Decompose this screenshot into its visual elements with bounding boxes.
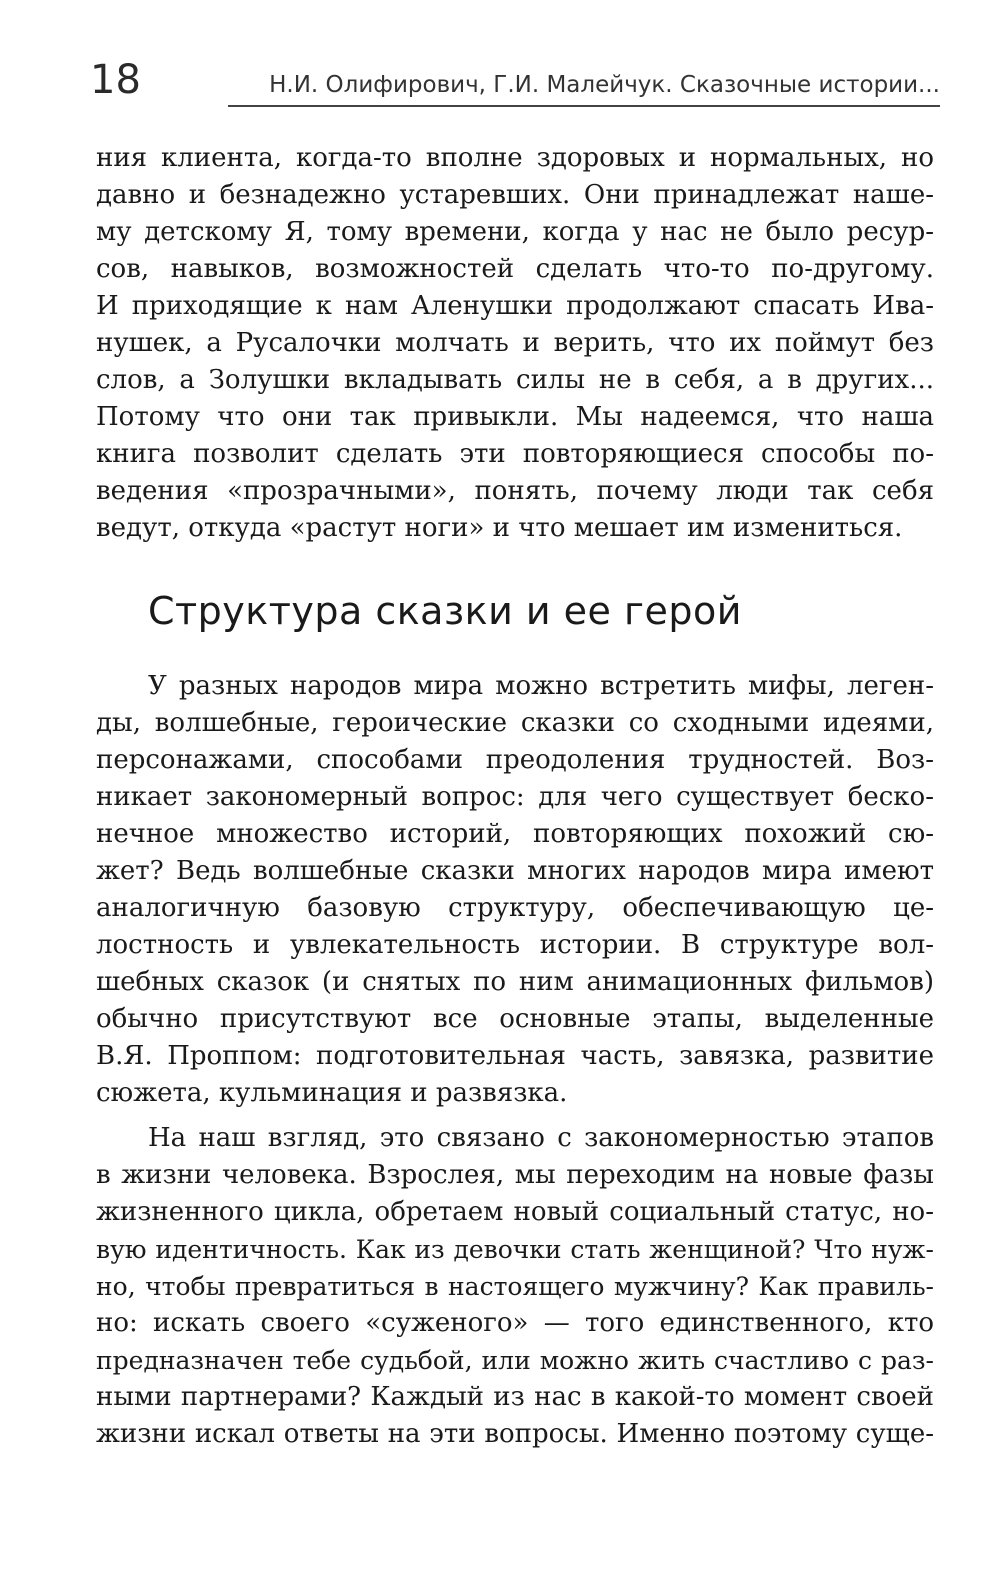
- section-heading: Структура сказки и ее герой: [148, 589, 742, 633]
- text-line: шебных сказок (и снятых по ним анимационных фильмов): [96, 967, 934, 997]
- text-line: На наш взгляд, это связано с закономерностью этапов: [148, 1123, 934, 1153]
- text-line: нушек, а Русалочки молчать и верить, что их поймут без: [96, 328, 934, 358]
- text-line: У разных народов мира можно встретить мифы, леген-: [148, 671, 934, 701]
- running-title: Н.И. Олифирович, Г.И. Малейчук. Сказочные истории...: [269, 72, 940, 98]
- text-line: В.Я. Проппом: подготовительная часть, завязка, развитие: [96, 1041, 934, 1071]
- text-line: слов, а Золушки вкладывать силы не в себя, а в других...: [96, 365, 934, 395]
- text-line: давно и безнадежно устаревших. Они принадлежат наше-: [96, 180, 934, 210]
- text-line: аналогичную базовую структуру, обеспечивающую це-: [96, 893, 934, 923]
- text-line: но: искать своего «суженого» — того единственного, кто: [96, 1308, 934, 1338]
- text-line: ния клиента, когда-то вполне здоровых и нормальных, но: [96, 143, 934, 173]
- text-line: в жизни человека. Взрослея, мы переходим на новые фазы: [96, 1160, 934, 1190]
- text-line: сов, навыков, возможностей сделать что-то по-другому.: [96, 254, 934, 284]
- text-line: ведут, откуда «растут ноги» и что мешает им измениться.: [96, 513, 903, 543]
- text-line: жизненного цикла, обретаем новый социальный статус, но-: [96, 1197, 934, 1227]
- text-line: И приходящие к нам Аленушки продолжают спасать Ива-: [96, 291, 934, 321]
- text-line: лостность и увлекательность истории. В структуре вол-: [96, 930, 934, 960]
- text-line: му детскому Я, тому времени, когда у нас не было ресур-: [96, 217, 934, 247]
- text-line: Потому что они так привыкли. Мы надеемся, что наша: [96, 402, 934, 432]
- text-line: обычно присутствуют все основные этапы, выделенные: [96, 1004, 934, 1034]
- text-line: книга позволит сделать эти повторяющиеся способы по-: [96, 439, 934, 469]
- text-line: ведения «прозрачными», понять, почему люди так себя: [96, 476, 934, 506]
- running-header: [90, 58, 940, 108]
- text-line: но, чтобы превратиться в настоящего мужчину? Как правиль-: [96, 1272, 934, 1301]
- text-line: вую идентичность. Как из девочки стать женщиной? Что нуж-: [96, 1235, 934, 1264]
- text-line: ными партнерами? Каждый из нас в какой-то момент своей: [96, 1382, 934, 1412]
- text-line: персонажами, способами преодоления трудностей. Воз-: [96, 745, 934, 775]
- text-line: предназначен тебе судьбой, или можно жить счастливо с раз-: [96, 1346, 934, 1375]
- text-line: жет? Ведь волшебные сказки многих народов мира имеют: [96, 856, 934, 886]
- text-line: жизни искал ответы на эти вопросы. Именно поэтому суще-: [96, 1419, 934, 1449]
- text-line: нечное множество историй, повторяющих похожий сю-: [96, 819, 934, 849]
- page-number: 18: [90, 57, 141, 103]
- text-line: ды, волшебные, героические сказки со сходными идеями,: [96, 708, 934, 738]
- header-rule: [228, 105, 940, 107]
- text-line: никает закономерный вопрос: для чего существует беско-: [96, 782, 934, 812]
- text-line: сюжета, кульминация и развязка.: [96, 1078, 568, 1108]
